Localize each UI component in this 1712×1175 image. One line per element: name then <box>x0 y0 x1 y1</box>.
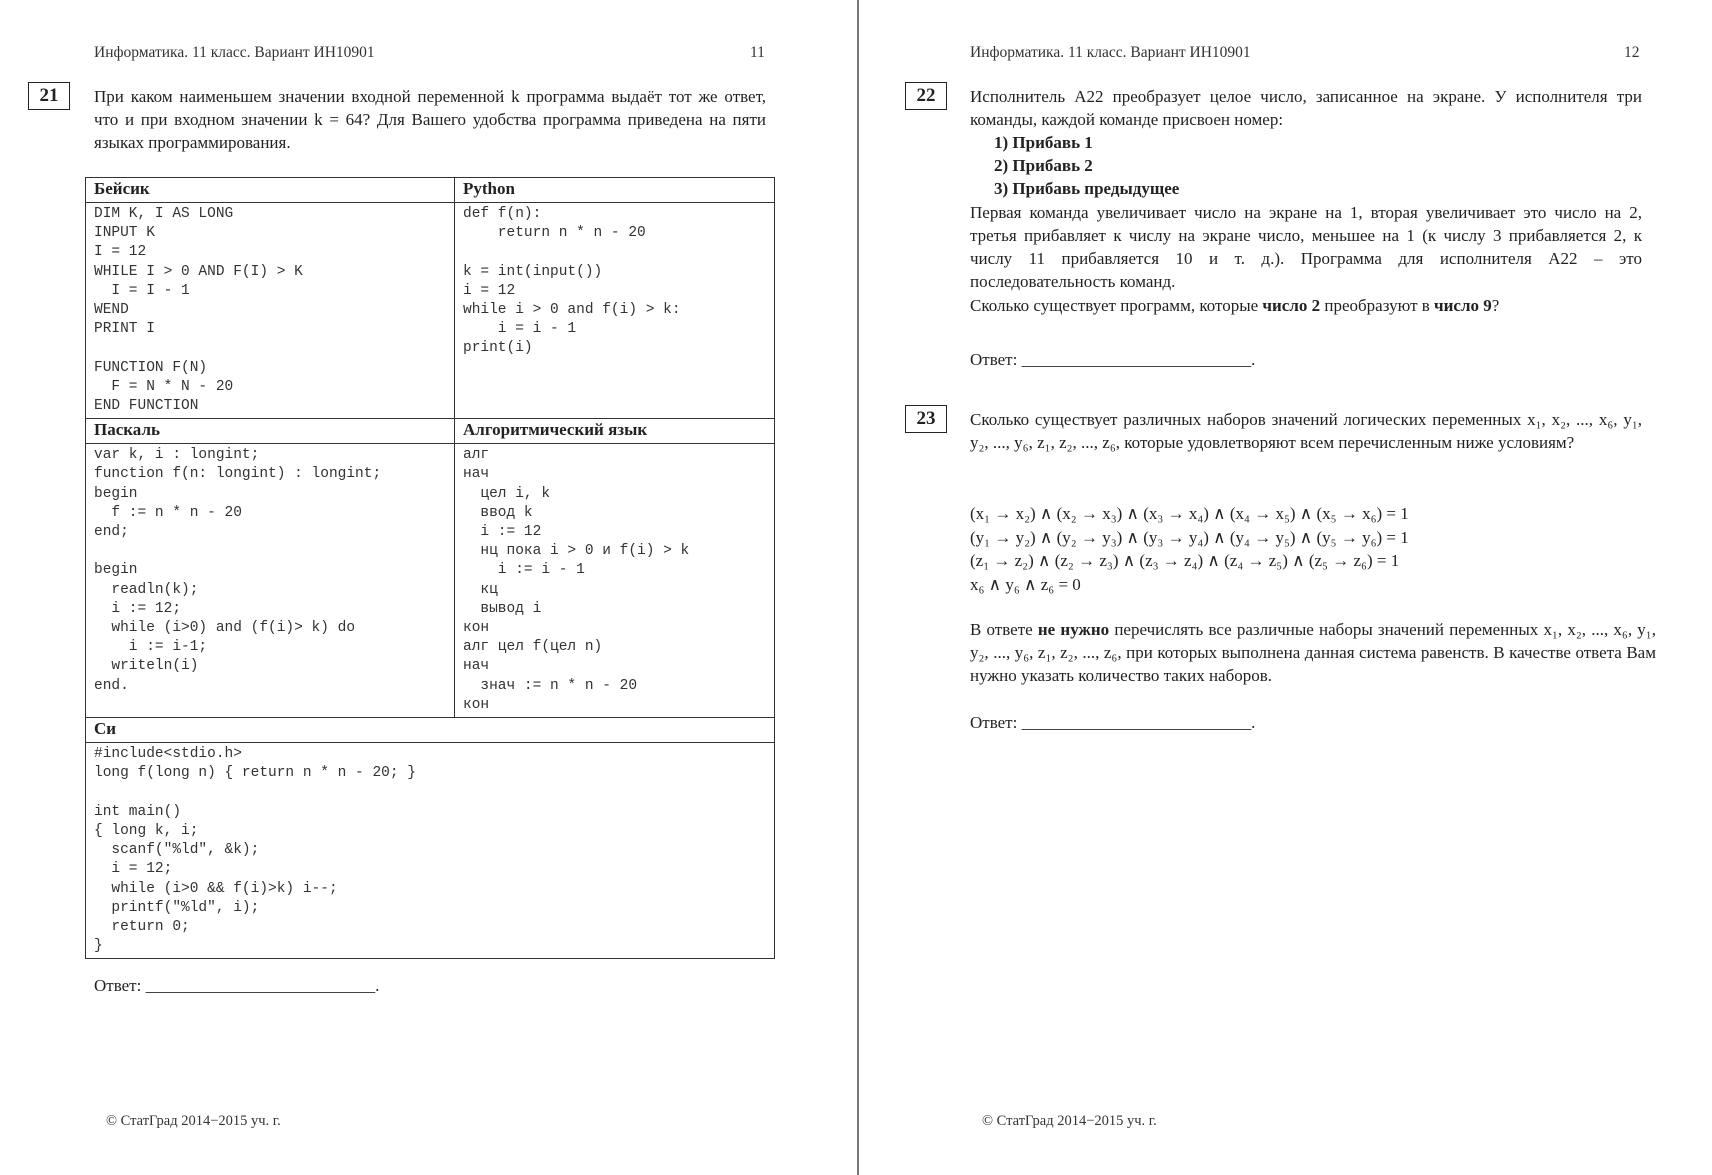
algo-title: Алгоритмический язык <box>455 419 775 444</box>
equation: (z₁ → z₂) ∧ (z₂ → z₃) ∧ (z₃ → z₄) ∧ (z₄ → z₅) ∧ (z₅ → z₆) = 1 <box>970 551 1400 570</box>
page-12 <box>860 0 1712 1175</box>
copyright: © СтатГрад 2014−2015 уч. г. <box>982 1113 1157 1129</box>
equation: x₆ ∧ y₆ ∧ z₆ = 0 <box>970 574 1081 594</box>
answer-field-23: Ответ: ___________________________. <box>970 713 1256 732</box>
equation-system <box>970 502 1409 596</box>
task-22-body: Первая команда увеличивает число на экране на 1, вторая увеличивает это число на 2, третья прибавляет к числу на экране число, меньшее на 1 (к числу 3 прибавляется 2, к числу 11 прибавляется 10 и т. д.). Программа для исполнителя А22 – это последовательность команд. <box>970 203 1642 291</box>
task-23-note: В ответе не нужно перечислять все различные наборы значений переменных x₁, x₂, ..., x₆, y₁, y₂, ..., y₆, z₁, z₂, ..., z₆, при которых выполнена данная система равенств. В качестве ответа Вам нужно указать количество таких наборов. <box>970 620 1656 685</box>
equation: (x₁ → x₂) ∧ (x₂ → x₃) ∧ (x₃ → x₄) ∧ (x₄ → x₅) ∧ (x₅ → x₆) = 1 <box>970 504 1409 523</box>
page-header: Информатика. 11 класс. Вариант ИН10901 <box>970 44 1251 61</box>
answer-field-22: Ответ: ___________________________. <box>970 350 1256 369</box>
page-divider <box>857 0 859 1175</box>
page-number: 12 <box>1624 44 1640 61</box>
algo-code: алг нач цел i, k ввод k i := 12 нц пока i > 0 и f(i) > k i := i - 1 кц вывод i кон алг цел f(цел n) нач знач := n * n - 20 кон <box>463 447 690 713</box>
task-22-question: Сколько существует программ, которые число 2 преобразуют в число 9? <box>970 296 1500 315</box>
python-code: def f(n): return n * n - 20 k = int(input()) i = 12 while i > 0 and f(i) > k: i = i - 1 print(i) <box>463 206 681 357</box>
command-item: 2) Прибавь 2 <box>994 156 1093 175</box>
command-list <box>994 131 1179 200</box>
task-number-23: 23 <box>905 405 947 433</box>
python-title: Python <box>455 178 775 203</box>
answer-field-21: Ответ: ___________________________. <box>94 976 380 995</box>
command-item: 1) Прибавь 1 <box>994 133 1093 152</box>
pascal-title: Паскаль <box>86 419 455 444</box>
c-title: Си <box>86 718 775 743</box>
task-number-22: 22 <box>905 82 947 110</box>
command-item: 3) Прибавь предыдущее <box>994 179 1180 198</box>
pascal-code: var k, i : longint; function f(n: longint) : longint; begin f := n * n - 20 end; begin readln(k); i := 12; while (i>0) and (f(i)> k) do i := i-1; writeln(i) end. <box>94 447 382 694</box>
task-21-question: При каком наименьшем значении входной переменной k программа выдаёт тот же ответ, что и при входном значении k = 64? Для Вашего удобства программа приведена на пяти языках программирования. <box>94 87 766 152</box>
task-number-21: 21 <box>28 82 70 110</box>
page-number: 11 <box>750 44 765 61</box>
code-table <box>85 177 775 959</box>
task-22-intro: Исполнитель А22 преобразует целое число, записанное на экране. У исполнителя три команды, каждой команде присвоен номер: <box>970 87 1642 129</box>
basic-title: Бейсик <box>86 178 455 203</box>
task-23-question: Сколько существует различных наборов значений логических переменных x₁, x₂, ..., x₆, y₁, y₂, ..., y₆, z₁, z₂, ..., z₆, которые удовлетворяют всем перечисленным ниже условиям? <box>970 410 1642 452</box>
c-code: #include<stdio.h> long f(long n) { return n * n - 20; } int main() { long k, i; scanf("%ld", &k); i = 12; while (i>0 && f(i)>k) i--; printf("%ld", i); return 0; } <box>94 746 416 955</box>
basic-code: DIM K, I AS LONG INPUT K I = 12 WHILE I > 0 AND F(I) > K I = I - 1 WEND PRINT I FUNCTION F(N) F = N * N - 20 END FUNCTION <box>94 206 303 415</box>
page-header: Информатика. 11 класс. Вариант ИН10901 <box>94 44 375 61</box>
copyright: © СтатГрад 2014−2015 уч. г. <box>106 1113 281 1129</box>
equation: (y₁ → y₂) ∧ (y₂ → y₃) ∧ (y₃ → y₄) ∧ (y₄ → y₅) ∧ (y₅ → y₆) = 1 <box>970 527 1409 547</box>
